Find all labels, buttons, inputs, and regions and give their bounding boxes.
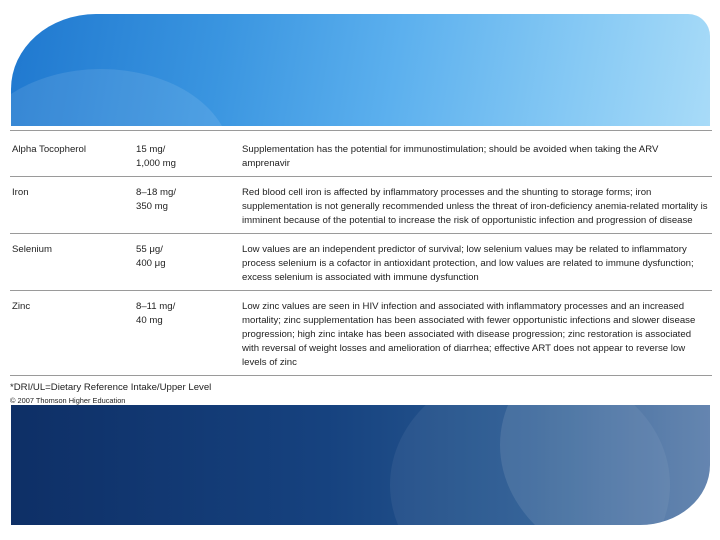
dri-ul-value xyxy=(134,234,240,291)
table-row xyxy=(10,291,712,376)
table-row xyxy=(10,234,712,291)
header-decoration-band xyxy=(11,14,710,126)
dri-value: 55 μg/ xyxy=(136,244,163,255)
footnote: *DRI/UL=Dietary Reference Intake/Upper Level xyxy=(10,382,212,393)
copyright-notice: © 2007 Thomson Higher Education xyxy=(10,396,126,405)
nutrient-comment: Low zinc values are seen in HIV infection and associated with inflammatory processes and an increased mortality; zinc supplementation has been associated with fewer opportunistic infections and slower disease progression; high zinc intake has been associated with disease progression; zinc restoration is associated with reversal of weight losses and amelioration of diarrhea; effective ART does not appear to reverse low levels of zinc xyxy=(240,291,712,376)
ul-value: 400 μg xyxy=(136,258,166,269)
footer-decoration-band xyxy=(11,405,710,525)
dri-ul-value xyxy=(134,131,240,177)
dri-value: 15 mg/ xyxy=(136,144,166,155)
dri-value: 8–18 mg/ xyxy=(136,187,177,198)
nutrient-comment: Supplementation has the potential for immunostimulation; should be avoided when taking the ARV amprenavir xyxy=(240,131,712,177)
content-area xyxy=(0,126,720,405)
dri-ul-value xyxy=(134,177,240,234)
dri-value: 8–11 mg/ xyxy=(136,301,176,312)
nutrient-comment: Low values are an independent predictor of survival; low selenium values may be related to inflammatory process selenium is a cofactor in antioxidant protection, and low values are related to immune dysfunction; excess selenium is associated with immune dysfunction xyxy=(240,234,712,291)
table-row xyxy=(10,177,712,234)
ul-value: 1,000 mg xyxy=(136,158,177,169)
nutrient-table xyxy=(10,130,712,376)
ul-value: 350 mg xyxy=(136,201,168,212)
nutrient-name: Alpha Tocopherol xyxy=(10,131,134,177)
ul-value: 40 mg xyxy=(136,315,163,326)
nutrient-name: Zinc xyxy=(10,291,134,376)
nutrient-comment: Red blood cell iron is affected by inflammatory processes and the shunting to storage forms; iron supplementation is not generally recommended unless the threat of iron-deficiency anemia-related mortality is imminent because of the potential to increase the risk of opportunistic infection and progression of disease xyxy=(240,177,712,234)
table-row xyxy=(10,131,712,177)
dri-ul-value xyxy=(134,291,240,376)
nutrient-name: Selenium xyxy=(10,234,134,291)
nutrient-name: Iron xyxy=(10,177,134,234)
